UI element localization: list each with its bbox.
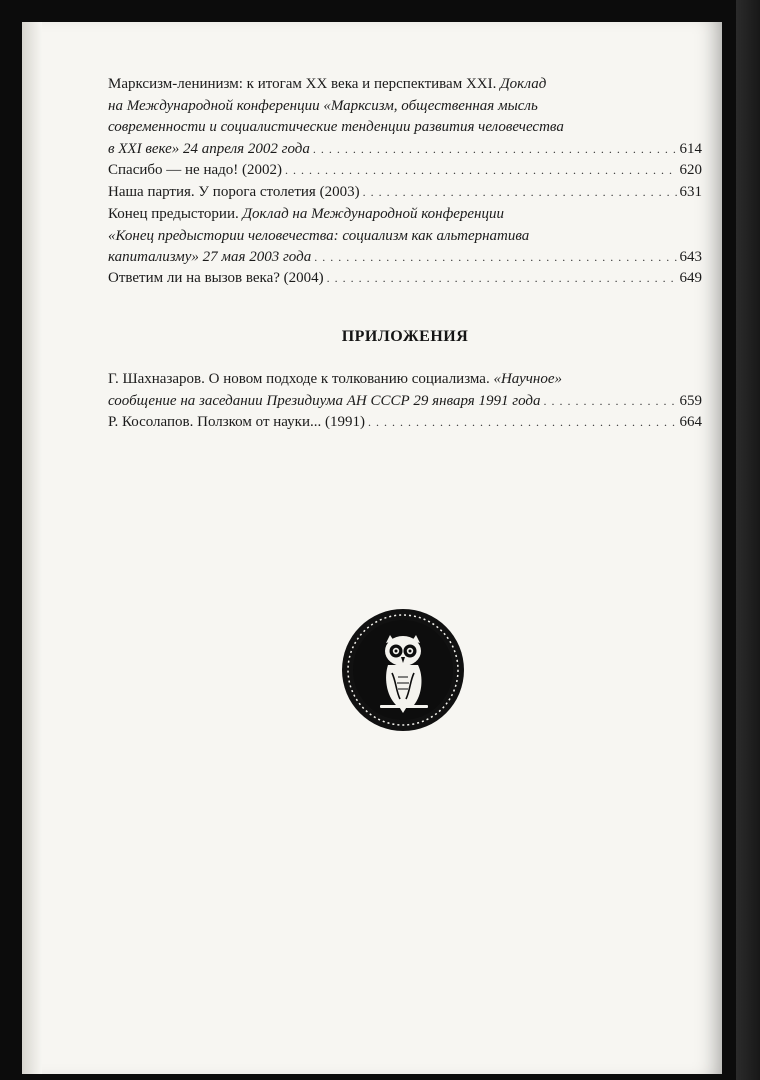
dot-leader xyxy=(363,182,677,204)
book-page xyxy=(22,22,722,1074)
toc-line-leader: капитализму» 27 мая 2003 года . . . 643 xyxy=(108,247,702,269)
book-gutter-shadow xyxy=(736,0,760,1080)
page-number: 614 xyxy=(679,140,702,157)
page-number: 649 xyxy=(679,270,702,286)
toc-line-leader: Ответим ли на вызов века? (2004) . . . 649 xyxy=(108,268,702,290)
toc-line: Марксизм-ленинизм: к итогам XX века и перспективам XXI. Доклад xyxy=(108,76,547,92)
page-number: 643 xyxy=(679,249,702,265)
page-number: 664 xyxy=(679,414,702,430)
page-edge xyxy=(22,22,42,1074)
toc-line-leader: Спасибо — не надо! (2002) . . . 620 xyxy=(108,160,702,182)
appendix-entry-1 xyxy=(108,369,702,412)
page-number: 659 xyxy=(679,392,702,409)
dot-leader xyxy=(313,139,677,161)
appendix-heading: ПРИЛОЖЕНИЯ xyxy=(341,328,469,345)
appendix-entry-2 xyxy=(108,412,702,434)
toc-line: на Международной конференции «Марксизм, общественная мысль xyxy=(108,97,538,114)
toc-entry-4 xyxy=(108,204,702,269)
dot-leader xyxy=(544,391,677,413)
toc-line: Конец предыстории. Доклад на Международной конференции xyxy=(108,206,504,222)
dot-leader xyxy=(368,412,677,434)
toc-line: Г. Шахназаров. О новом подходе к толкованию социализма. «Научное» xyxy=(108,371,563,387)
toc-entry-3 xyxy=(108,182,702,204)
dot-leader xyxy=(327,268,677,290)
toc-line-leader: Р. Косолапов. Ползком от науки... (1991) . . . 664 xyxy=(108,412,702,434)
toc-entry-2 xyxy=(108,160,702,182)
toc-entry-1 xyxy=(108,74,702,160)
page-number: 631 xyxy=(679,184,702,200)
page-number: 620 xyxy=(679,162,702,178)
dot-leader xyxy=(314,247,676,269)
dot-leader xyxy=(285,160,677,182)
toc-line-leader: Наша партия. У порога столетия (2003) . . . 631 xyxy=(108,182,702,204)
toc-line: современности и социалистические тенденции развития человечества xyxy=(108,119,564,135)
toc-line-leader: в XXI веке» 24 апреля 2002 года . . . 614 xyxy=(108,139,702,161)
toc-line: «Конец предыстории человечества: социализм как альтернатива xyxy=(108,227,530,244)
toc-entry-5 xyxy=(108,268,702,290)
owl-medallion-icon xyxy=(340,607,466,733)
toc-line-leader: сообщение на заседании Президиума АН СССР 29 января 1991 года . . . 659 xyxy=(108,391,702,413)
